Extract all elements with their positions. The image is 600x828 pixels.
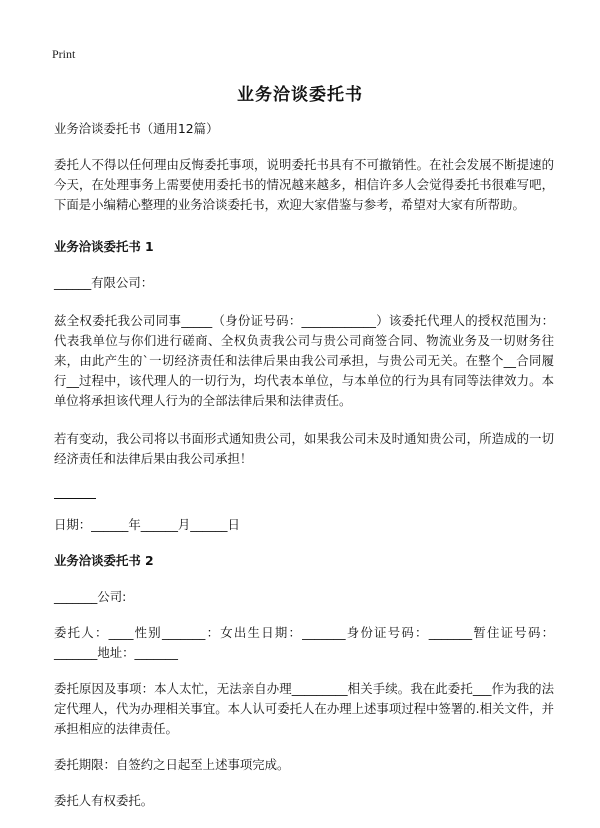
section-1-addressee: ______有限公司： <box>54 275 154 290</box>
document-subtitle: 业务洽谈委托书（通用12篇） <box>54 121 219 136</box>
document-body <box>54 119 554 811</box>
section-1-body: 兹全权委托我公司同事_____（身份证号码：____________）该委托代理人的授权范围为：代表我单位与你们进行磋商、全权负责我公司与贵公司商签合同、物流业务及一切财务往来，由此产生的`一切经济责任和法律后果由我公司承担，与贵公司无关。在整个__合同履行__过程中，该代理人的一切行为，均代表本单位，与本单位的行为具有同等法律效力。本单位将承担该代理人行为的全部法律后果和法律责任。 <box>54 313 554 408</box>
signature-line <box>54 497 96 499</box>
section-2-reason: 委托原因及事项：本人太忙，无法亲自办理_________相关手续。我在此委托___作为我的法定代理人，代为办理相关事宜。本人认可委托人在办理上述事项过程中签署的.相关文件，并承担相应的法律责任。 <box>54 681 554 736</box>
document-title: 业务洽谈委托书 <box>237 85 363 105</box>
intro-paragraph: 委托人不得以任何理由反悔委托事项，说明委托书具有不可撤销性。在社会发展不断提速的今天，在处理事务上需要使用委托书的情况越来越多，相信许多人会觉得委托书很难写吧，下面是小编精心整理的业务洽谈委托书，欢迎大家借鉴与参考，希望对大家有所帮助。 <box>54 157 554 212</box>
print-label: Print <box>52 47 76 61</box>
section-2-delegator-info: 委托人：____性别_______：女出生日期：_______身份证号码：_______暂住证号码：_______地址：_______ <box>54 625 554 660</box>
section-1-change-notice: 若有变动，我公司将以书面形式通知贵公司，如果我公司未及时通知贵公司，所造成的一切经济责任和法律后果由我公司承担！ <box>54 431 554 466</box>
section-2-period: 委托期限：自签约之日起至上述事项完成。 <box>54 757 290 772</box>
section-2-authority: 委托人有权委托。 <box>54 793 154 808</box>
section-2-heading: 业务洽谈委托书 2 <box>54 553 154 568</box>
section-2-addressee: _______公司: <box>54 589 127 604</box>
section-1-heading: 业务洽谈委托书 1 <box>54 239 154 254</box>
section-1-date-line: 日期：______年______月______日 <box>54 517 240 532</box>
